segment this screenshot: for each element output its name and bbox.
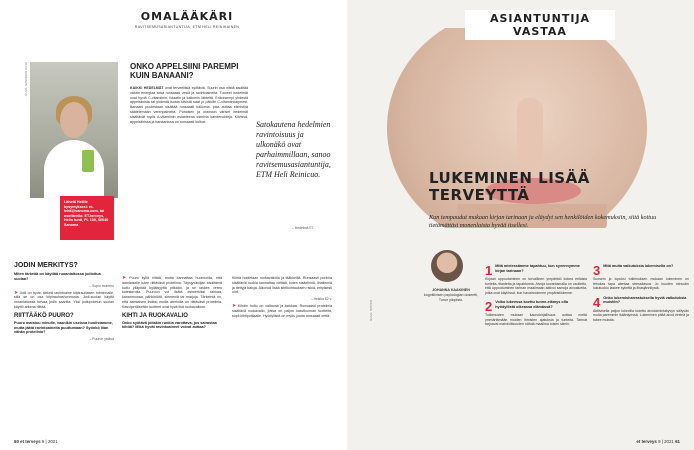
item-number: 4 <box>593 294 601 310</box>
qa-item <box>485 300 587 327</box>
right-page <box>347 0 694 450</box>
photo-credit: KUVA: SANOMAN KUVA <box>24 62 28 96</box>
issue: 9 | 2021 <box>658 439 674 444</box>
section-title-kihti: KIHTI JA RUOKAVALIO <box>122 312 188 319</box>
pull-quote: Satokautena hedelmien ravintoisuus ja ulkonäkö ovat parhaimmillaan, sanoo ravitsemusasiantuntija, ETM Heli Reinicuo. <box>256 120 331 179</box>
contact-box: Lähetä Helille kysymyksesi: et-lehti@sanoma.com, tai osoitteella: ET-terveys, Helin tunti, PL 100, 00040 Sanoma <box>60 196 114 240</box>
item-question: Voiko lukeessa koettu tunne-elämys olla hyödyllistä oikeassa elämässä? <box>495 300 568 309</box>
answer-text: ovat terveellisiä syötäviä. Suurin osa niistä sisältää vähän energiaa sekä runsaasti vesiä ja ravintoaineita. Tuoreet hedelmät ovat hyviä C-vitamiinin, folaatin ja kaliumin lähteitä. Erikoisempi yhdestä appelsiinista tai yhdestä isosta kiivistä saat jo päivän C-vitamiinitarpeesi. Banaani puolestaan sisältää runsaasti kaliumia, joka auttaa elimistöä säätelemään verenpainetta. Punaisen ja oranssin väriset hedelmät sisältävät myös A-vitamiinin esiasteena toimivia karotenoideja. Kiivissä, appelsiinissa ja banaanissa on runsaasti kuitua. <box>130 86 249 124</box>
item-answer: Tutkimusten mukaan kaunokirjallisuus auttaa meitä ymmärtämään muiden ihmisten ajatuksia ja tunteita. Tarinat tarjoavat mahdollisuuden nähdä maailma toisen silmin. <box>485 313 587 326</box>
section-title-jodi: JODIN MERKITYS? <box>14 262 78 269</box>
question-puuro: Puuro maistuu minulle, vaanikin useissa huolistamme, mutta jäätä ravintoaineita puuttumaan? Syönkö liian vähän proteiinia? <box>14 320 113 335</box>
section-title: ASIANTUNTIJA VASTAA <box>489 12 591 38</box>
answer-lead: KAIKKI HEDELMÄT <box>130 86 164 90</box>
column-1 <box>14 262 114 344</box>
column-2 <box>122 276 222 330</box>
qa-column-1 <box>485 264 587 332</box>
item-answer: Suosein ja lopuksi tutkimuksen mukaan lukeminen on tehokas tapa alentaa stressitasoa. Jo kuuden minuutin lukutuokio laskee sykettä ja lihasjännitystä. <box>593 277 689 290</box>
issue: 9 | 2021 <box>41 439 58 444</box>
brand: et terveys <box>20 439 41 444</box>
answer-jodi: Jodi on hyvin tärkeä ravintoaine kilpirauhasen toiminnalle, sillä se on osa kilpirauhashormonia. Jodi-suolan käyttö ruoanlaitossa turvaa jodin saantia. Yksi jodiupotetun suolan käyttö arkena riittää. <box>14 290 114 309</box>
expert-name: JOHANNA KAAKINEN <box>432 288 470 292</box>
article-lead: Kun tempaudut mukaan kirjan tarinaan ja eläydyt sen henkilöiden kokemuksiin, siitä koituu tietämättäsi monenlaista hyvää itsellesi. <box>429 214 657 229</box>
item-number: 2 <box>485 299 493 314</box>
expert-title: kognitiivisen psykologian dosentti, Turun yliopisto. <box>423 292 479 302</box>
signature-jodi: – Sopio mummo <box>89 283 114 288</box>
item-number: 3 <box>593 263 601 278</box>
item-number: 1 <box>485 263 493 278</box>
article-title: LUKEMINEN LISÄÄ TERVEYTTÄ <box>429 169 590 204</box>
item-question: Onko lukemisharrastuksella hyviä vaikutuksia muistiin? <box>603 295 687 305</box>
photo-credit: KUVA: ISTOCK <box>369 300 373 321</box>
item-answer: Aktiivisella paljon lukevilla todettu aivotoimintakyvyn säilyvän muita paremmin ikääntyessä. Lukeminen pitää aivot vireinä ja tukee muistia. <box>593 308 689 322</box>
qa-item <box>593 264 689 291</box>
answer-body <box>130 86 248 124</box>
brand: et terveys <box>636 439 657 444</box>
column-subtitle: RAVITSEMUSASIANTUNTIJA, ETM HELI REINIKAINEN <box>134 25 240 29</box>
pull-quote-source: – Hedelmä ET <box>292 226 314 230</box>
qa-item <box>485 264 587 295</box>
folio-right <box>636 439 680 444</box>
answer-kihti: Kihdin hoito on valtavaa ja tarkkaa. Runsaasti proteiinia sisältävä ruokavalio, jossa on paljon kasvikunnan tuotteita, sopii kihtipotilaalle. Hyödyllistä on myös juoda runsaasti vettä. <box>232 304 332 318</box>
answer-puuro: Puuro kyllä riittää, mutta kannattaa huomioida, että aamiaiselle tulee riittävästi proteiinia. Täysjyväviljan sisältämä kuitu ylläpitää kylläisyyttä pitkään, ja se laskee veren kolesterolia. Puuroon voi lisätä esimerkiksi rahkaa, kananmunaa, pähkinöitä, siemeniä tai marjoja. Tärkeintä on, että aamiaisen lisäksi muilla aterioilla on riittävästi proteiinia. Kasviperäisetkin tuotteet ovat hyvä lisä ruokavalioon. <box>122 276 222 309</box>
item-answer: Kirjaan uppoutuminen on turvallinen ympäristö kokea erilaisia tunteita, tilanteita ja tapahtumia. Aivoja kuvantamalla on osoitettu, että uppoutuminen tarinan maailmaan aktivoi samoja aivoalueita, jotka ovat käytössä, kun havainnoimme ympäristöämme. <box>485 277 587 295</box>
question-kihti: Onko syötävä joitakin ruokia varottava, jos sairastaa kihtiä? Mikä hyvät ravintoaineet voivat auttaa? <box>122 320 217 330</box>
page-number: 61 <box>675 439 680 444</box>
section-title-puuro: RIITTÄÄKÖ PUURO? <box>14 312 74 319</box>
item-question: Mitä mielessämme tapahtuu, kun syvennymme kirjan tarinaan? <box>495 264 580 273</box>
folio-left <box>14 439 58 444</box>
signature-kihti: – Heikko 62 v. <box>310 297 332 302</box>
expert-caption <box>423 288 479 302</box>
qa-item <box>593 296 689 323</box>
left-header <box>112 10 262 29</box>
signature-puuro: – Puuron ystävä <box>89 337 114 342</box>
qa-column-2 <box>593 264 689 327</box>
question-title: ONKO APPELSIINI PAREMPI KUIN BANAANI? <box>130 62 239 80</box>
arrow-icon: ➤ <box>232 303 237 310</box>
arrow-icon: ➤ <box>14 289 19 296</box>
page-number: 60 <box>14 439 19 444</box>
answer-kihti-intro: Kihtiä hoidetaan ruokavaliolla ja lääkkeillä. Runsaasti puriinia sisältäviä ruokia kannattaa välttää, kuten sisäelimiä, lihaliemiä ja tiettyjä kaloja. Alkoholi lisää kihtikohtauksen riskiä, erityisesti olut. <box>232 276 332 295</box>
question-jodi: Miten tärkeää on käyttää ruoanlaitossa jodioitua suolaa? <box>14 272 101 281</box>
column-title: OMALÄÄKÄRI <box>140 10 234 23</box>
item-question: Mitä muita vaikutuksia lukemisella on? <box>603 264 674 268</box>
column-3 <box>232 276 332 319</box>
author-photo <box>30 62 118 198</box>
arrow-icon: ➤ <box>122 275 127 281</box>
right-header <box>465 10 615 40</box>
expert-avatar <box>431 250 463 282</box>
